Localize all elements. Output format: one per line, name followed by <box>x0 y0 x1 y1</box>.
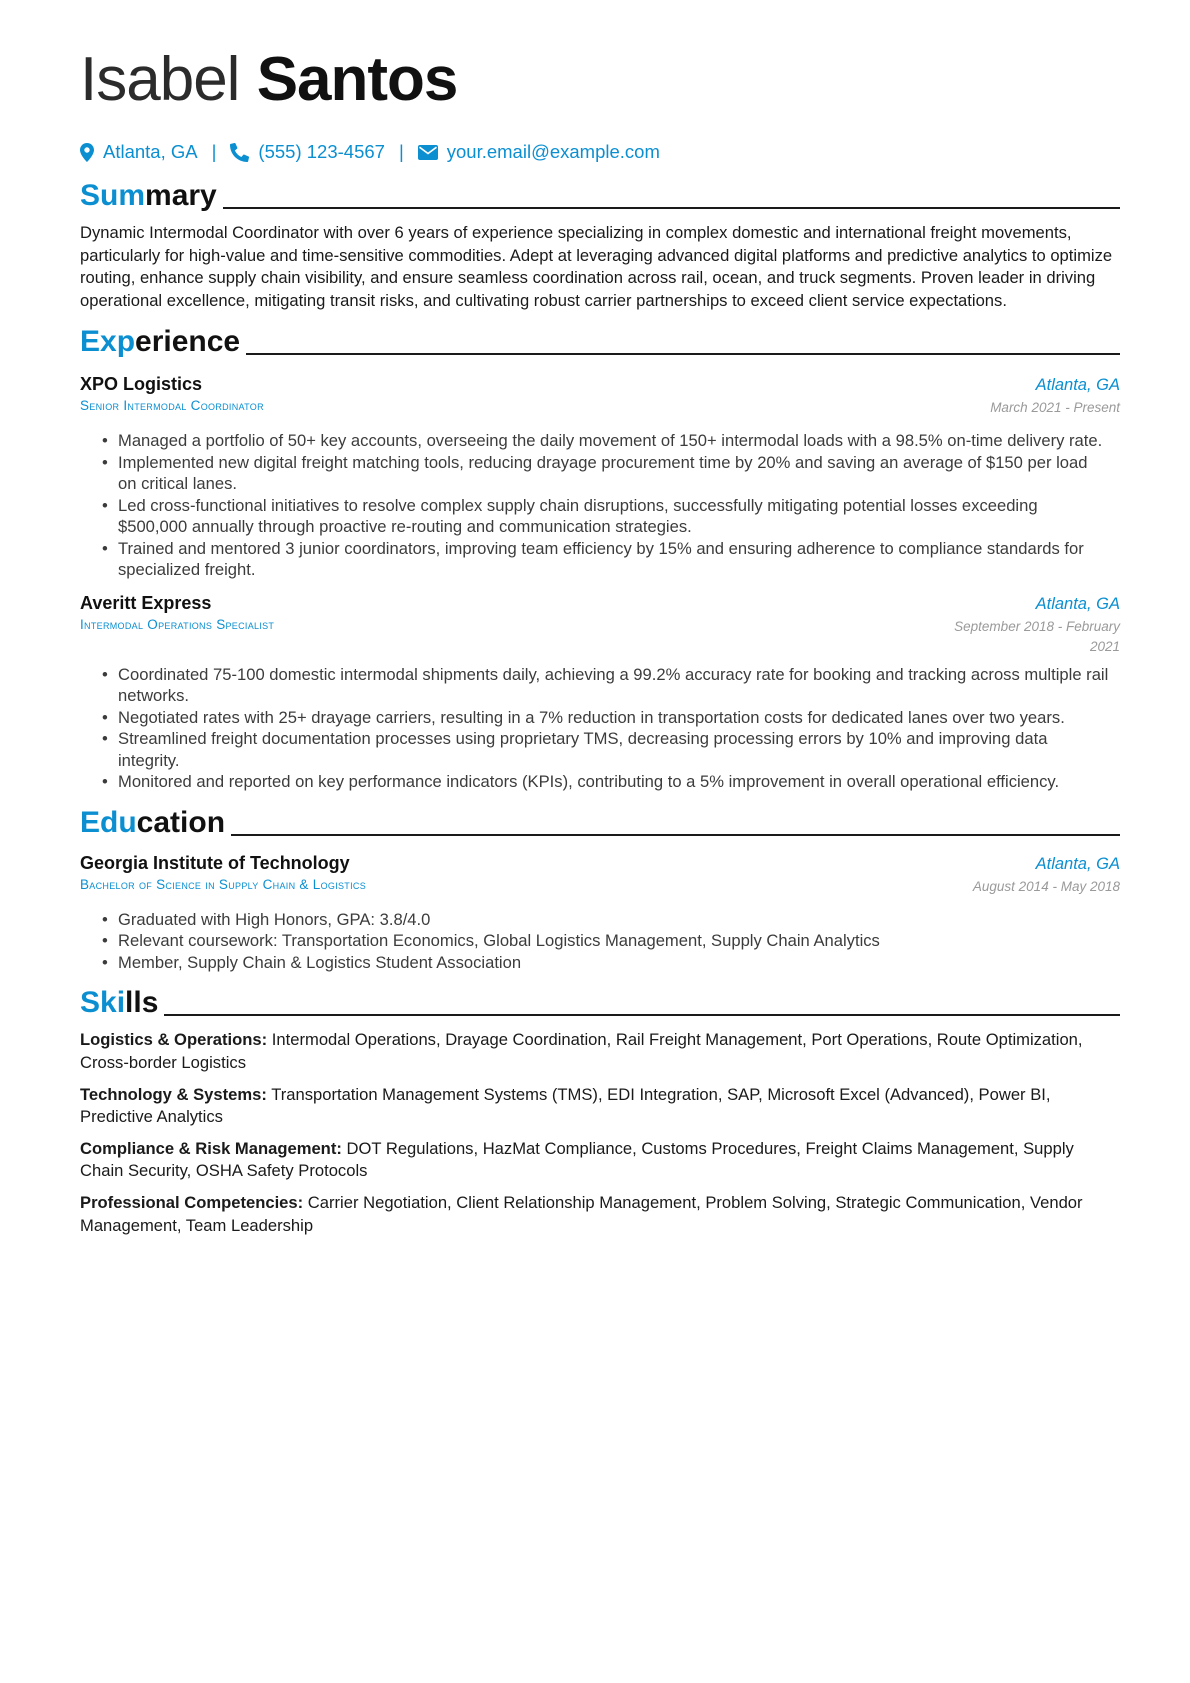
phone-text: (555) 123-4567 <box>258 141 385 162</box>
skills-heading <box>80 987 1120 1019</box>
job-dates: March 2021 - Present <box>990 400 1120 416</box>
skills-list <box>80 1029 1120 1237</box>
email-link[interactable]: your.email@example.com <box>446 141 660 162</box>
phone-icon <box>230 143 249 162</box>
skills-rule <box>164 1014 1120 1016</box>
school-location: Atlanta, GA <box>1035 854 1120 873</box>
contact-info <box>80 140 1120 164</box>
list-item: • Relevant coursework: Transportation Economics, Global Logistics Management, Supply Chain Analytics <box>118 930 1120 952</box>
job-entry <box>80 374 1120 581</box>
job-dates <box>954 617 1120 657</box>
list-item: • Implemented new digital freight matching tools, reducing drayage procurement time by 20% and saving an average of $150 per load on critical lanes. <box>118 452 1120 495</box>
contact-separator: | <box>398 141 404 162</box>
job-entry <box>80 593 1120 793</box>
job-title: Senior Intermodal Coordinator <box>80 398 264 414</box>
map-pin-icon <box>80 143 94 162</box>
list-item: • Led cross-functional initiatives to resolve complex supply chain disruptions, successfully mitigating potential losses exceeding $500,000 annually through proactive re-routing and communication strategies. <box>118 495 1120 538</box>
skill-category: Logistics & Operations: <box>80 1030 268 1050</box>
skill-category: Professional Competencies: <box>80 1192 304 1212</box>
skill-items: DOT Regulations, HazMat Compliance, Customs Procedures, Freight Claims Management, Supply Chain Security, OSHA Safety Protocols <box>80 1138 1074 1181</box>
degree: Bachelor of Science in Supply Chain & Logistics <box>80 876 366 892</box>
list-item: • Member, Supply Chain & Logistics Student Association <box>118 952 1120 974</box>
skill-items: Carrier Negotiation, Client Relationship Management, Problem Solving, Strategic Communication, Vendor Management, Team Leadership <box>80 1192 1083 1235</box>
job-title: Intermodal Operations Specialist <box>80 616 275 632</box>
last-name: Santos <box>256 45 458 114</box>
list-item: • Coordinated 75-100 domestic intermodal shipments daily, achieving a 99.2% accuracy rate for booking and tracking across multiple rail networks. <box>118 664 1120 707</box>
skill-group <box>80 1192 1120 1237</box>
contact-location <box>80 141 198 163</box>
summary-heading-rest: mary <box>145 179 217 212</box>
contact-phone[interactable] <box>230 141 385 163</box>
candidate-name <box>80 44 1120 116</box>
summary-rule <box>223 207 1120 209</box>
job-dates-line2: 2021 <box>1089 638 1120 654</box>
education-heading <box>80 807 1120 839</box>
skill-group <box>80 1138 1120 1183</box>
job-bullets <box>80 664 1120 793</box>
job-dates-line1: September 2018 - February <box>954 618 1120 634</box>
school-name: Georgia Institute of Technology <box>80 852 350 873</box>
list-item: • Streamlined freight documentation processes using proprietary TMS, decreasing processing errors by 10% and improving data integrity. <box>118 728 1120 771</box>
skill-items: Intermodal Operations, Drayage Coordination, Rail Freight Management, Port Operations, Route Optimization, Cross-border Logistics <box>80 1030 1083 1072</box>
list-item: • Trained and mentored 3 junior coordinators, improving team efficiency by 15% and ensuring adherence to compliance standards for specialized freight. <box>118 538 1120 581</box>
contact-separator: | <box>211 141 217 162</box>
skill-group <box>80 1029 1120 1074</box>
education-rule <box>231 834 1120 836</box>
education-heading-rest: cation <box>136 805 226 839</box>
job-location: Atlanta, GA <box>1035 594 1120 613</box>
experience-rule <box>246 353 1120 355</box>
experience-heading <box>80 326 1120 358</box>
summary-heading-accent: Sum <box>80 179 146 212</box>
list-item: • Managed a portfolio of 50+ key accounts, overseeing the daily movement of 150+ intermodal loads with a 98.5% on-time delivery rate. <box>118 430 1120 452</box>
education-entry <box>80 853 1120 974</box>
list-item: • Negotiated rates with 25+ drayage carriers, resulting in a 7% reduction in transportation costs for dedicated lanes over two years. <box>118 707 1120 729</box>
contact-email[interactable] <box>418 141 660 163</box>
skill-items: Transportation Management Systems (TMS), EDI Integration, SAP, Microsoft Excel (Advanced), Power BI, Predictive Analytics <box>80 1084 1051 1127</box>
education-dates: August 2014 - May 2018 <box>972 878 1120 894</box>
skills-heading-rest: lls <box>125 986 159 1020</box>
experience-heading-accent: Exp <box>80 325 136 359</box>
education-bullets <box>80 909 1120 974</box>
location-text: Atlanta, GA <box>103 141 198 162</box>
job-location: Atlanta, GA <box>1035 376 1120 395</box>
list-item: • Graduated with High Honors, GPA: 3.8/4.0 <box>118 909 1120 931</box>
skill-category: Compliance & Risk Management: <box>80 1138 342 1158</box>
summary-text: Dynamic Intermodal Coordinator with over 6 years of experience specializing in complex domestic and international freight movements, particularly for high-value and time-sensitive commodities. Adept at leveraging advanced digital platforms and predictive analytics to optimize routing, enhance supply chain visibility, and ensure seamless coordination across rail, ocean, and truck segments. Proven leader in driving operational excellence, mitigating transit risks, and cultivating robust carrier partnerships to exceed client service expectations. <box>80 223 1113 310</box>
education-heading-accent: Edu <box>80 805 137 839</box>
summary-heading <box>80 180 1120 212</box>
skill-group <box>80 1084 1120 1129</box>
list-item: • Monitored and reported on key performance indicators (KPIs), contributing to a 5% improvement in overall operational efficiency. <box>118 771 1120 793</box>
skills-heading-accent: Ski <box>80 986 126 1020</box>
job-bullets <box>80 430 1120 581</box>
resume-page <box>80 44 1120 1246</box>
first-name: Isabel <box>80 45 240 114</box>
company-name: Averitt Express <box>80 592 212 613</box>
company-name: XPO Logistics <box>80 374 203 395</box>
skill-category: Technology & Systems: <box>80 1084 267 1104</box>
envelope-icon <box>418 145 438 160</box>
experience-heading-rest: erience <box>135 325 241 359</box>
